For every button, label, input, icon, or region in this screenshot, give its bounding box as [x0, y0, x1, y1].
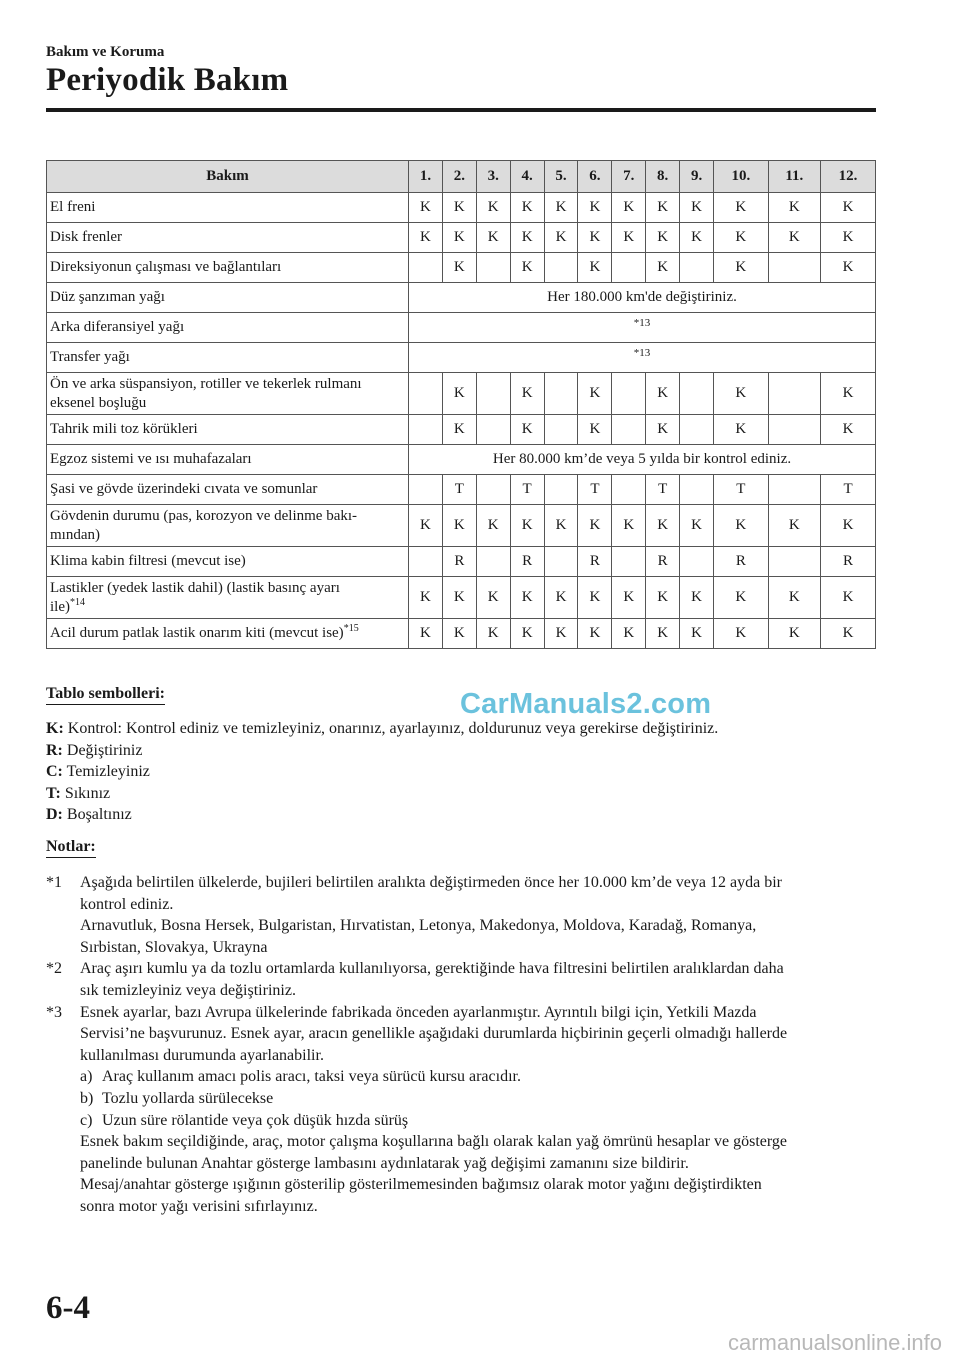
interval-cell — [680, 415, 714, 445]
note-sub-item — [80, 1066, 876, 1088]
sub-item-text: Tozlu yollarda sürülecekse — [102, 1089, 274, 1107]
interval-cell: K — [714, 415, 769, 445]
interval-cell: K — [544, 193, 578, 223]
interval-cell — [476, 373, 510, 415]
interval-cell: K — [510, 505, 544, 547]
row-label — [47, 373, 409, 415]
interval-cell: K — [578, 253, 612, 283]
interval-cell: K — [821, 193, 876, 223]
interval-cell: K — [544, 223, 578, 253]
interval-cell: K — [714, 373, 769, 415]
interval-cell: R — [510, 547, 544, 577]
interval-column-header: 3. — [476, 161, 510, 193]
interval-cell — [544, 547, 578, 577]
interval-cell — [409, 415, 443, 445]
interval-cell: K — [409, 223, 443, 253]
interval-cell: K — [714, 619, 769, 649]
table-row — [47, 373, 876, 415]
interval-cell — [544, 373, 578, 415]
interval-cell: K — [442, 505, 476, 547]
table-row — [47, 577, 876, 619]
interval-cell: T — [714, 475, 769, 505]
interval-cell: K — [476, 577, 510, 619]
note-mark: *1 — [46, 874, 62, 891]
interval-cell: K — [680, 223, 714, 253]
sub-item-letter: c) — [80, 1111, 93, 1129]
interval-cell: K — [714, 577, 769, 619]
row-label: Egzoz sistemi ve ısı muhafazaları — [47, 445, 409, 475]
interval-cell: T — [646, 475, 680, 505]
interval-cell: K — [821, 577, 876, 619]
interval-cell — [544, 415, 578, 445]
interval-cell: K — [544, 577, 578, 619]
interval-cell: K — [612, 193, 646, 223]
interval-cell — [409, 547, 443, 577]
row-label: Şasi ve gövde üzerindeki cıvata ve somunlar — [47, 475, 409, 505]
interval-cell — [612, 415, 646, 445]
table-header-row — [47, 161, 876, 193]
symbol-item — [46, 804, 718, 826]
interval-cell: K — [476, 505, 510, 547]
interval-cell: K — [544, 619, 578, 649]
note-line: kontrol ediniz. — [80, 895, 174, 913]
symbols-list — [46, 718, 718, 826]
interval-cell: K — [646, 415, 680, 445]
symbol-key: C: — [46, 763, 63, 781]
interval-cell: R — [646, 547, 680, 577]
row-label-line: Ön ve arka süspansiyon, rotiller ve tekerlek rulmanı — [50, 375, 362, 392]
interval-cell: K — [646, 193, 680, 223]
interval-cell: K — [510, 253, 544, 283]
symbol-text: Kontrol: Kontrol ediniz ve temizleyiniz, onarınız, ayarlayınız, doldurunuz veya gerekirse değiştiriniz. — [63, 720, 719, 737]
interval-cell: K — [768, 193, 820, 223]
symbol-item — [46, 761, 718, 783]
table-row — [47, 223, 876, 253]
interval-cell: K — [768, 577, 820, 619]
interval-cell: K — [510, 619, 544, 649]
interval-cell: K — [646, 253, 680, 283]
interval-cell: K — [680, 619, 714, 649]
footer-watermark: carmanualsonline.info — [727, 1330, 942, 1355]
footnote-ref: *15 — [343, 623, 359, 634]
interval-cell: K — [510, 577, 544, 619]
interval-text: Her 180.000 km'de değiştiriniz. — [409, 283, 876, 313]
interval-cell: R — [442, 547, 476, 577]
symbol-item — [46, 740, 718, 762]
interval-cell — [680, 253, 714, 283]
row-label: Düz şanzıman yağı — [47, 283, 409, 313]
interval-cell: K — [510, 223, 544, 253]
interval-cell — [476, 415, 510, 445]
note-line: Aşağıda belirtilen ülkelerde, bujileri belirtilen aralıkta değiştirmeden önce her 10.000 km’de veya 12 ayda bir — [80, 874, 782, 891]
interval-cell: K — [476, 223, 510, 253]
interval-cell: K — [510, 193, 544, 223]
section-label: Bakım ve Koruma — [46, 44, 165, 60]
interval-cell — [612, 253, 646, 283]
interval-cell: K — [612, 223, 646, 253]
interval-cell: K — [821, 253, 876, 283]
table-row — [47, 193, 876, 223]
interval-column-header: 9. — [680, 161, 714, 193]
table-row — [47, 547, 876, 577]
row-label-line: ile) — [50, 598, 70, 615]
table-head-label: Bakım — [47, 161, 409, 193]
interval-cell: K — [821, 619, 876, 649]
row-label-text: Acil durum patlak lastik onarım kiti (mevcut ise) — [50, 625, 344, 641]
interval-cell: K — [612, 577, 646, 619]
interval-cell: K — [646, 577, 680, 619]
interval-cell: K — [612, 505, 646, 547]
interval-cell — [409, 373, 443, 415]
interval-cell: K — [646, 373, 680, 415]
interval-column-header: 6. — [578, 161, 612, 193]
table-row — [47, 283, 876, 313]
sub-item-text: Araç kullanım amacı polis aracı, taksi veya sürücü kursu aracıdır. — [102, 1068, 521, 1086]
interval-cell — [768, 475, 820, 505]
interval-cell: K — [510, 373, 544, 415]
row-label-line: Gövdenin durumu (pas, korozyon ve delinme bakı- — [50, 507, 358, 524]
table-row — [47, 253, 876, 283]
interval-cell: K — [821, 373, 876, 415]
interval-cell: K — [578, 577, 612, 619]
note-line: Araç aşırı kumlu ya da tozlu ortamlarda kullanılıyorsa, gerektiğinde hava filtresini belirtilen aralıklardan daha — [80, 960, 784, 978]
interval-cell: K — [768, 619, 820, 649]
interval-column-header: 5. — [544, 161, 578, 193]
interval-column-header: 7. — [612, 161, 646, 193]
symbol-key: K: — [46, 720, 64, 737]
interval-cell: K — [578, 373, 612, 415]
table-row — [47, 343, 876, 373]
interval-column-header: 12. — [821, 161, 876, 193]
interval-cell: K — [680, 505, 714, 547]
row-label-line: mından) — [50, 526, 100, 543]
interval-cell: K — [714, 505, 769, 547]
interval-cell — [612, 547, 646, 577]
row-label-line: eksenel boşluğu — [50, 394, 147, 411]
row-label: Direksiyonun çalışması ve bağlantıları — [47, 253, 409, 283]
note-2 — [46, 958, 876, 1001]
symbol-text: Değiştiriniz — [62, 741, 143, 759]
title-rule — [46, 108, 876, 112]
maintenance-table — [46, 160, 876, 649]
interval-cell — [680, 475, 714, 505]
interval-cell: K — [442, 415, 476, 445]
interval-cell: K — [821, 223, 876, 253]
interval-cell: K — [821, 505, 876, 547]
sub-item-letter: b) — [80, 1089, 94, 1107]
interval-cell: K — [510, 415, 544, 445]
note-line: sonra motor yağı verisini sıfırlayınız. — [80, 1197, 318, 1215]
interval-cell: K — [409, 577, 443, 619]
watermark-logo: CarManuals2.com — [460, 688, 712, 720]
table-row — [47, 475, 876, 505]
interval-cell: K — [646, 619, 680, 649]
interval-cell — [409, 475, 443, 505]
note-sub-item — [80, 1088, 876, 1110]
interval-cell — [544, 475, 578, 505]
note-line: Esnek ayarlar, bazı Avrupa ülkelerinde fabrikada önceden ayarlanmıştır. Ayrıntılı bilgi için, Yetkili Mazda — [80, 1003, 757, 1021]
table-row — [47, 313, 876, 343]
interval-cell: K — [409, 193, 443, 223]
interval-cell: T — [510, 475, 544, 505]
row-label — [47, 577, 409, 619]
interval-cell: K — [612, 619, 646, 649]
page-number: 6-4 — [46, 1290, 90, 1326]
table-row — [47, 505, 876, 547]
note-line: Arnavutluk, Bosna Hersek, Bulgaristan, Hırvatistan, Letonya, Makedonya, Moldova, Karadağ, Romanya, — [80, 917, 757, 935]
table-row — [47, 619, 876, 649]
note-mark: *3 — [46, 1003, 62, 1021]
interval-cell — [680, 373, 714, 415]
interval-cell — [612, 373, 646, 415]
interval-cell: K — [544, 505, 578, 547]
symbol-key: R: — [46, 741, 63, 759]
row-label: Arka diferansiyel yağı — [47, 313, 409, 343]
interval-cell: K — [714, 223, 769, 253]
row-label — [47, 505, 409, 547]
interval-cell: K — [768, 223, 820, 253]
interval-cell: K — [476, 193, 510, 223]
note-line: kullanılması durumunda ayarlanabilir. — [80, 1046, 324, 1064]
note-3 — [46, 1002, 876, 1218]
note-line: sık temizleyiniz veya değiştiriniz. — [80, 981, 296, 999]
interval-column-header: 4. — [510, 161, 544, 193]
table-row — [47, 445, 876, 475]
interval-cell — [768, 253, 820, 283]
interval-cell: R — [578, 547, 612, 577]
interval-column-header: 2. — [442, 161, 476, 193]
interval-cell: K — [714, 193, 769, 223]
interval-cell: T — [821, 475, 876, 505]
interval-cell: K — [442, 223, 476, 253]
interval-cell — [476, 547, 510, 577]
note-line: Mesaj/anahtar gösterge ışığının gösterilip gösterilmemesinden bağımsız olarak motor yağını değiştirdikten — [80, 1176, 762, 1194]
note-1 — [46, 872, 876, 958]
interval-cell: K — [442, 577, 476, 619]
interval-column-header: 8. — [646, 161, 680, 193]
interval-cell: K — [768, 505, 820, 547]
row-label: Transfer yağı — [47, 343, 409, 373]
symbol-item — [46, 783, 718, 805]
interval-cell: R — [714, 547, 769, 577]
interval-column-header: 11. — [768, 161, 820, 193]
table-row — [47, 415, 876, 445]
interval-column-header: 1. — [409, 161, 443, 193]
interval-cell — [768, 547, 820, 577]
note-mark: *2 — [46, 960, 62, 978]
interval-cell: K — [578, 619, 612, 649]
interval-cell: K — [578, 193, 612, 223]
symbols-title: Tablo sembolleri: — [46, 685, 165, 705]
interval-cell: T — [442, 475, 476, 505]
note-line: Servisi’ne başvurunuz. Esnek ayar, aracın genellikle aşağıdaki durumlarda hiçbirinin geçerli olmadığı hallerde — [80, 1025, 788, 1043]
row-label — [47, 619, 409, 649]
interval-cell: K — [578, 223, 612, 253]
sub-item-letter: a) — [80, 1068, 93, 1086]
interval-cell: K — [646, 223, 680, 253]
notes-title: Notlar: — [46, 838, 96, 858]
interval-cell: K — [442, 619, 476, 649]
sub-item-text: Uzun süre rölantide veya çok düşük hızda sürüş — [102, 1111, 409, 1129]
row-label-line: Lastikler (yedek lastik dahil) (lastik basınç ayarı — [50, 579, 340, 596]
interval-cell — [768, 415, 820, 445]
interval-cell: K — [442, 253, 476, 283]
page-title: Periyodik Bakım — [46, 62, 289, 98]
interval-text: Her 80.000 km’de veya 5 yılda bir kontrol ediniz. — [409, 445, 876, 475]
interval-cell — [612, 475, 646, 505]
interval-cell: K — [578, 505, 612, 547]
interval-cell: K — [476, 619, 510, 649]
interval-cell: K — [409, 505, 443, 547]
row-label: El freni — [47, 193, 409, 223]
note-sub-item — [80, 1110, 876, 1132]
row-label: Tahrik mili toz körükleri — [47, 415, 409, 445]
symbol-key: D: — [46, 806, 63, 824]
interval-cell: K — [442, 193, 476, 223]
interval-cell: K — [409, 619, 443, 649]
interval-cell: R — [821, 547, 876, 577]
note-line: Sırbistan, Slovakya, Ukrayna — [80, 938, 268, 956]
interval-cell — [476, 253, 510, 283]
interval-cell: T — [578, 475, 612, 505]
interval-cell — [476, 475, 510, 505]
row-label: Disk frenler — [47, 223, 409, 253]
interval-cell: K — [680, 193, 714, 223]
interval-cell: K — [646, 505, 680, 547]
note-line: Esnek bakım seçildiğinde, araç, motor çalışma koşullarına bağlı olarak kalan yağ ömrünü hesaplar ve gösterge — [80, 1133, 788, 1151]
footnote-ref: *13 — [409, 343, 876, 373]
interval-cell: K — [714, 253, 769, 283]
symbol-text: Boşaltınız — [62, 806, 132, 824]
notes-list — [46, 872, 876, 1218]
interval-column-header: 10. — [714, 161, 769, 193]
row-label: Klima kabin filtresi (mevcut ise) — [47, 547, 409, 577]
interval-cell: K — [821, 415, 876, 445]
note-line: panelinde bulunan Anahtar gösterge lambasını aydınlatarak yağ değişimi zamanını size bildirir. — [80, 1154, 689, 1172]
interval-cell: K — [680, 577, 714, 619]
interval-cell — [768, 373, 820, 415]
symbol-text: Temizleyiniz — [62, 763, 150, 781]
symbol-text: Sıkınız — [60, 784, 111, 802]
footnote-ref: *13 — [409, 313, 876, 343]
interval-cell — [409, 253, 443, 283]
interval-cell: K — [578, 415, 612, 445]
interval-cell — [544, 253, 578, 283]
interval-cell: K — [442, 373, 476, 415]
symbol-key: T: — [46, 784, 61, 802]
footnote-ref: *14 — [70, 596, 85, 608]
interval-cell — [680, 547, 714, 577]
